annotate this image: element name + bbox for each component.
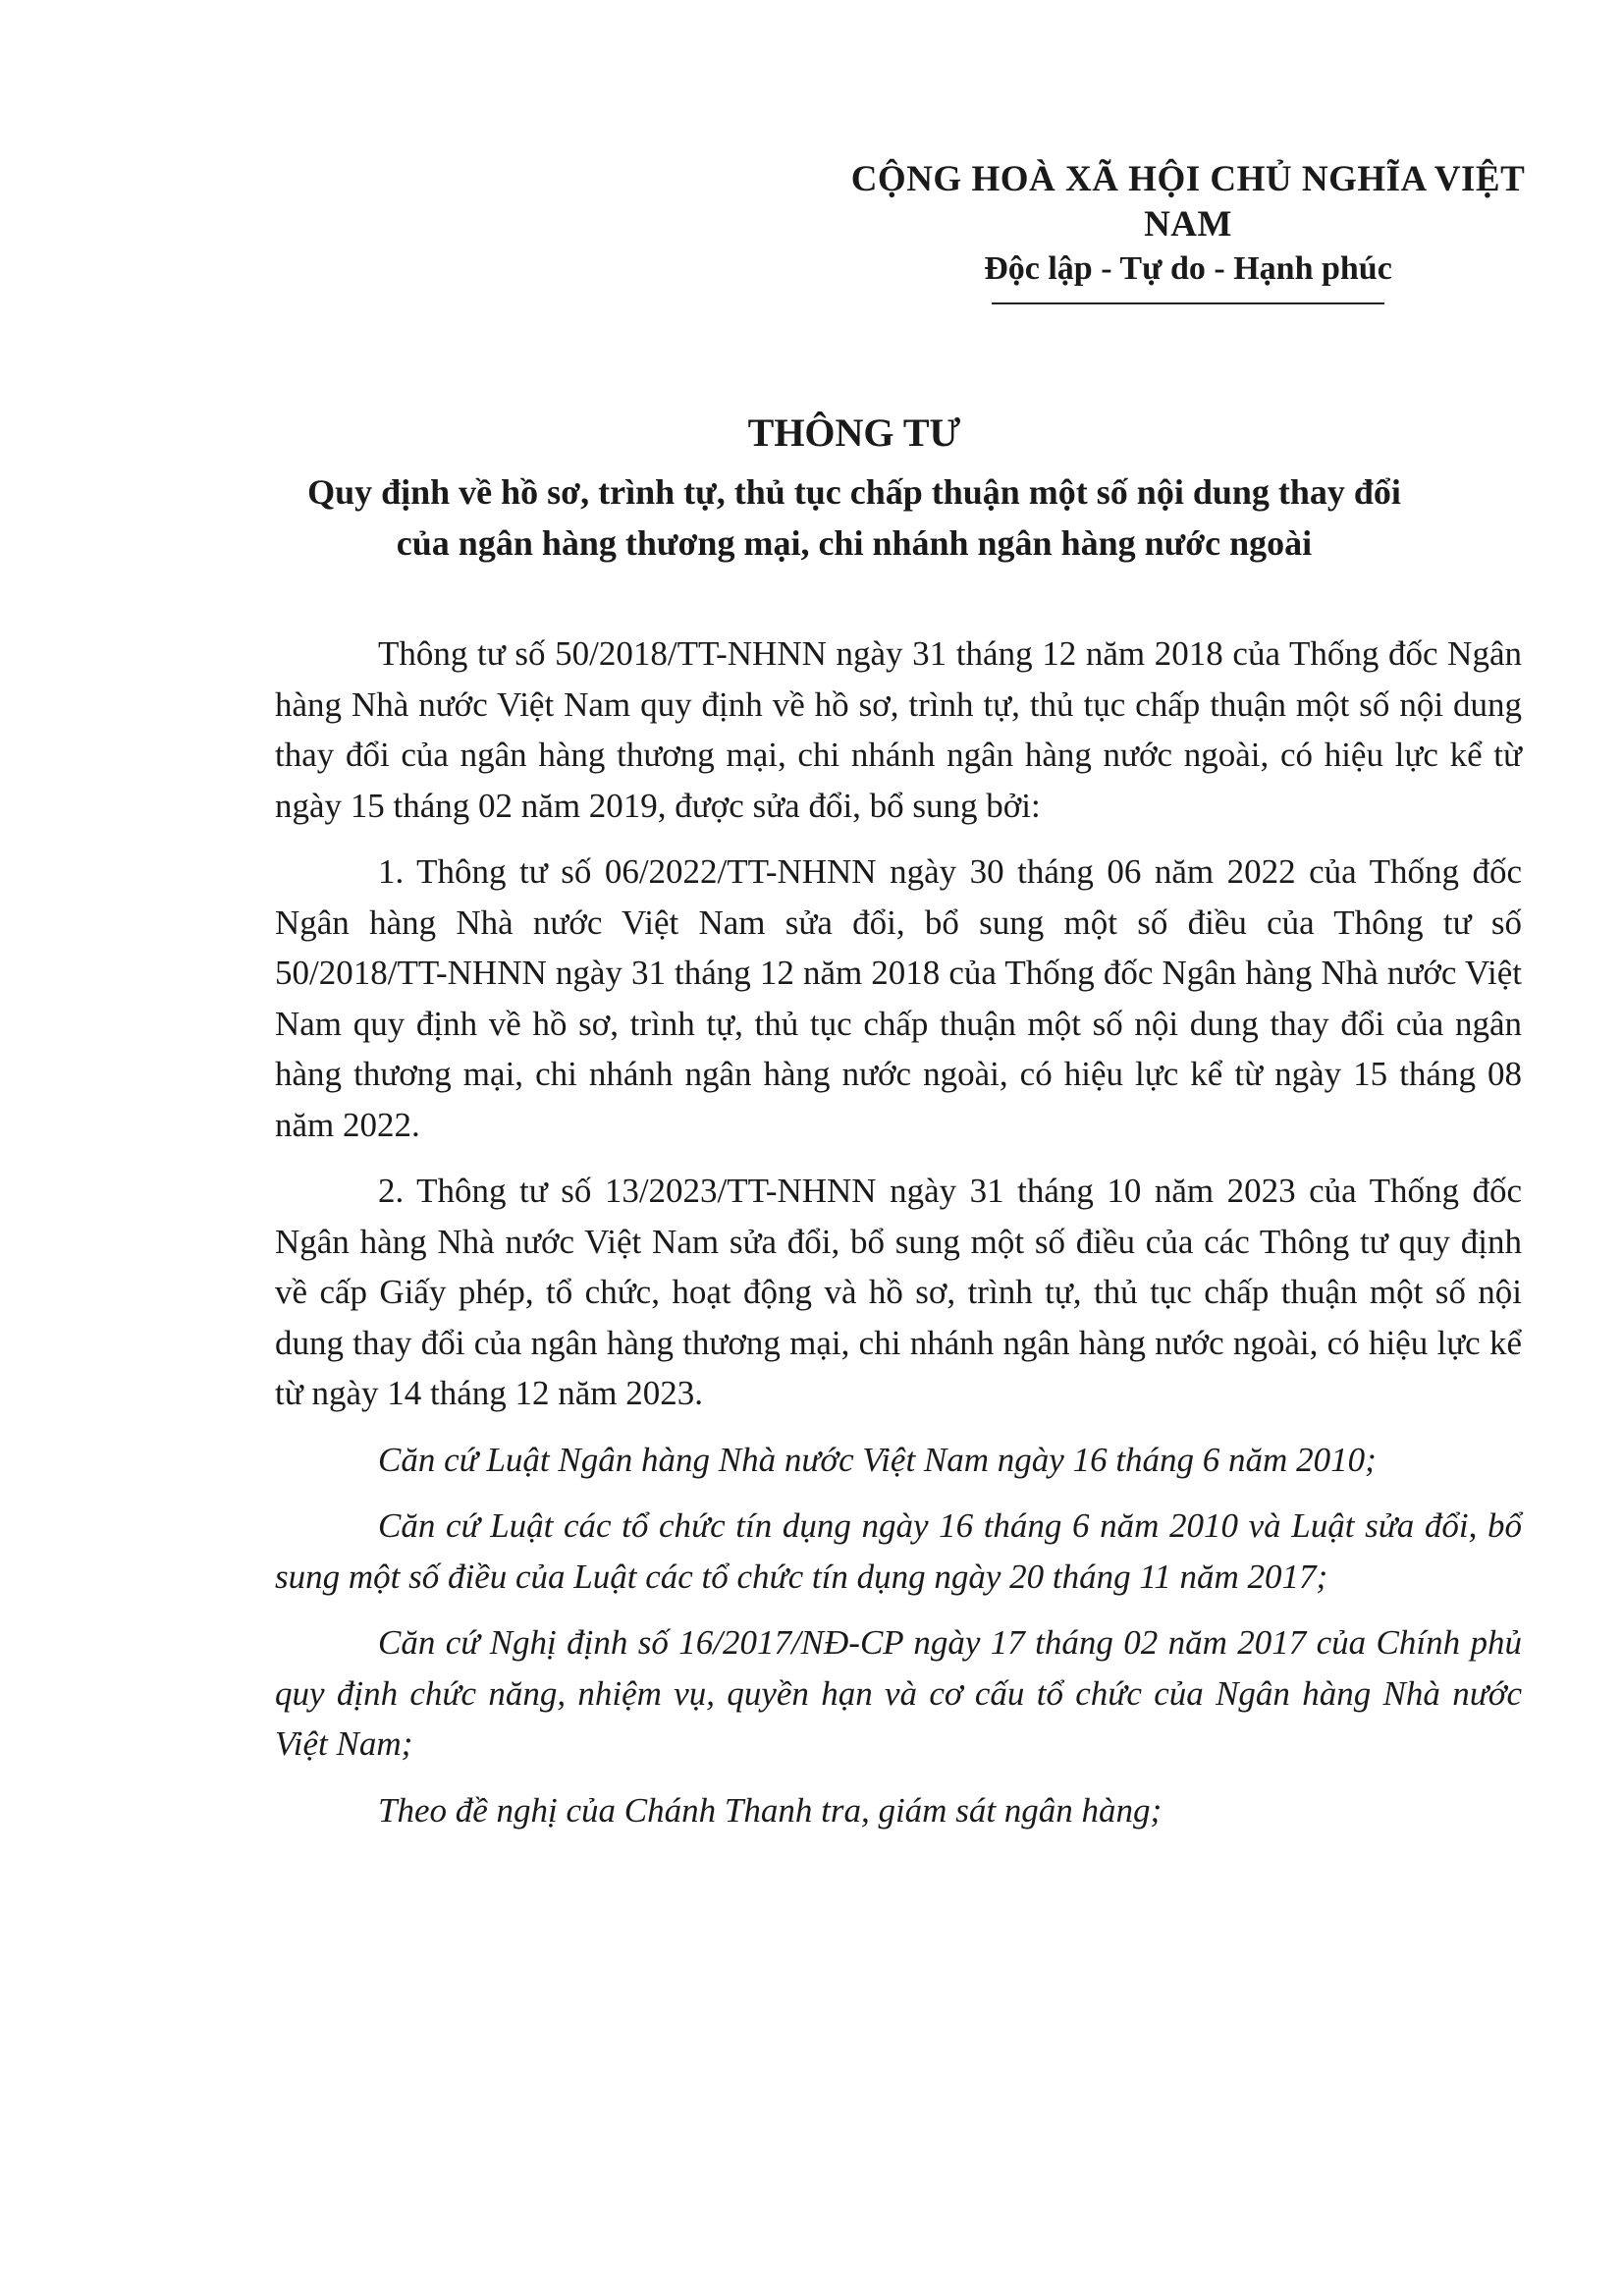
document-subject-line: của ngân hàng thương mại, chi nhánh ngân hàng nước ngoài bbox=[396, 523, 1313, 563]
legal-basis-paragraph: Căn cứ Luật các tổ chức tín dụng ngày 16 tháng 6 năm 2010 và Luật sửa đổi, bổ sung một số điều của Luật các tổ chức tín dụng ngày 20 tháng 11 năm 2017; bbox=[275, 1506, 1522, 1596]
document-body bbox=[275, 629, 1522, 1835]
legal-basis-paragraph: Căn cứ Luật Ngân hàng Nhà nước Việt Nam ngày 16 tháng 6 năm 2010; bbox=[378, 1440, 1377, 1479]
motto-underline bbox=[992, 302, 1384, 304]
amendment-paragraph: 1. Thông tư số 06/2022/TT-NHNN ngày 30 tháng 06 năm 2022 của Thống đốc Ngân hàng Nhà nước Việt Nam sửa đổi, bổ sung một số điều của Thông tư số 50/2018/TT-NHNN ngày 31 tháng 12 năm 2018 của Thống đốc Ngân hàng Nhà nước Việt Nam quy định về hồ sơ, trình tự, thủ tục chấp thuận một số nội dung thay đổi của ngân hàng thương mại, chi nhánh ngân hàng nước ngoài, có hiệu lực kể từ ngày 15 tháng 08 năm 2022. bbox=[275, 852, 1522, 1144]
proposal-paragraph: Theo đề nghị của Chánh Thanh tra, giám sát ngân hàng; bbox=[378, 1790, 1163, 1830]
nation-title: CỘNG HOÀ XÃ HỘI CHỦ NGHĨA VIỆT NAM bbox=[850, 159, 1526, 245]
national-motto: Độc lập - Tự do - Hạnh phúc bbox=[984, 250, 1392, 287]
legal-basis-paragraph: Căn cứ Nghị định số 16/2017/NĐ-CP ngày 17 tháng 02 năm 2017 của Chính phủ quy định chức năng, nhiệm vụ, quyền hạn và cơ cấu tổ chức của Ngân hàng Nhà nước Việt Nam; bbox=[275, 1623, 1522, 1763]
document-subject bbox=[147, 466, 1561, 569]
amendment-paragraph: 2. Thông tư số 13/2023/TT-NHNN ngày 31 tháng 10 năm 2023 của Thống đốc Ngân hàng Nhà nước Việt Nam sửa đổi, bổ sung một số điều của các Thông tư quy định về cấp Giấy phép, tổ chức, hoạt động và hồ sơ, trình tự, thủ tục chấp thuận một số nội dung thay đổi của ngân hàng thương mại, chi nhánh ngân hàng nước ngoài, có hiệu lực kể từ ngày 14 tháng 12 năm 2023. bbox=[275, 1172, 1522, 1412]
national-header bbox=[835, 157, 1542, 304]
intro-paragraph: Thông tư số 50/2018/TT-NHNN ngày 31 tháng 12 năm 2018 của Thống đốc Ngân hàng Nhà nước Việt Nam quy định về hồ sơ, trình tự, thủ tục chấp thuận một số nội dung thay đổi của ngân hàng thương mại, chi nhánh ngân hàng nước ngoài, có hiệu lực kể từ ngày 15 tháng 02 năm 2019, được sửa đổi, bổ sung bởi: bbox=[275, 634, 1522, 825]
document-heading bbox=[147, 408, 1561, 569]
document-subject-line: Quy định về hồ sơ, trình tự, thủ tục chấp thuận một số nội dung thay đổi bbox=[307, 472, 1401, 512]
document-type: THÔNG TƯ bbox=[747, 410, 961, 455]
